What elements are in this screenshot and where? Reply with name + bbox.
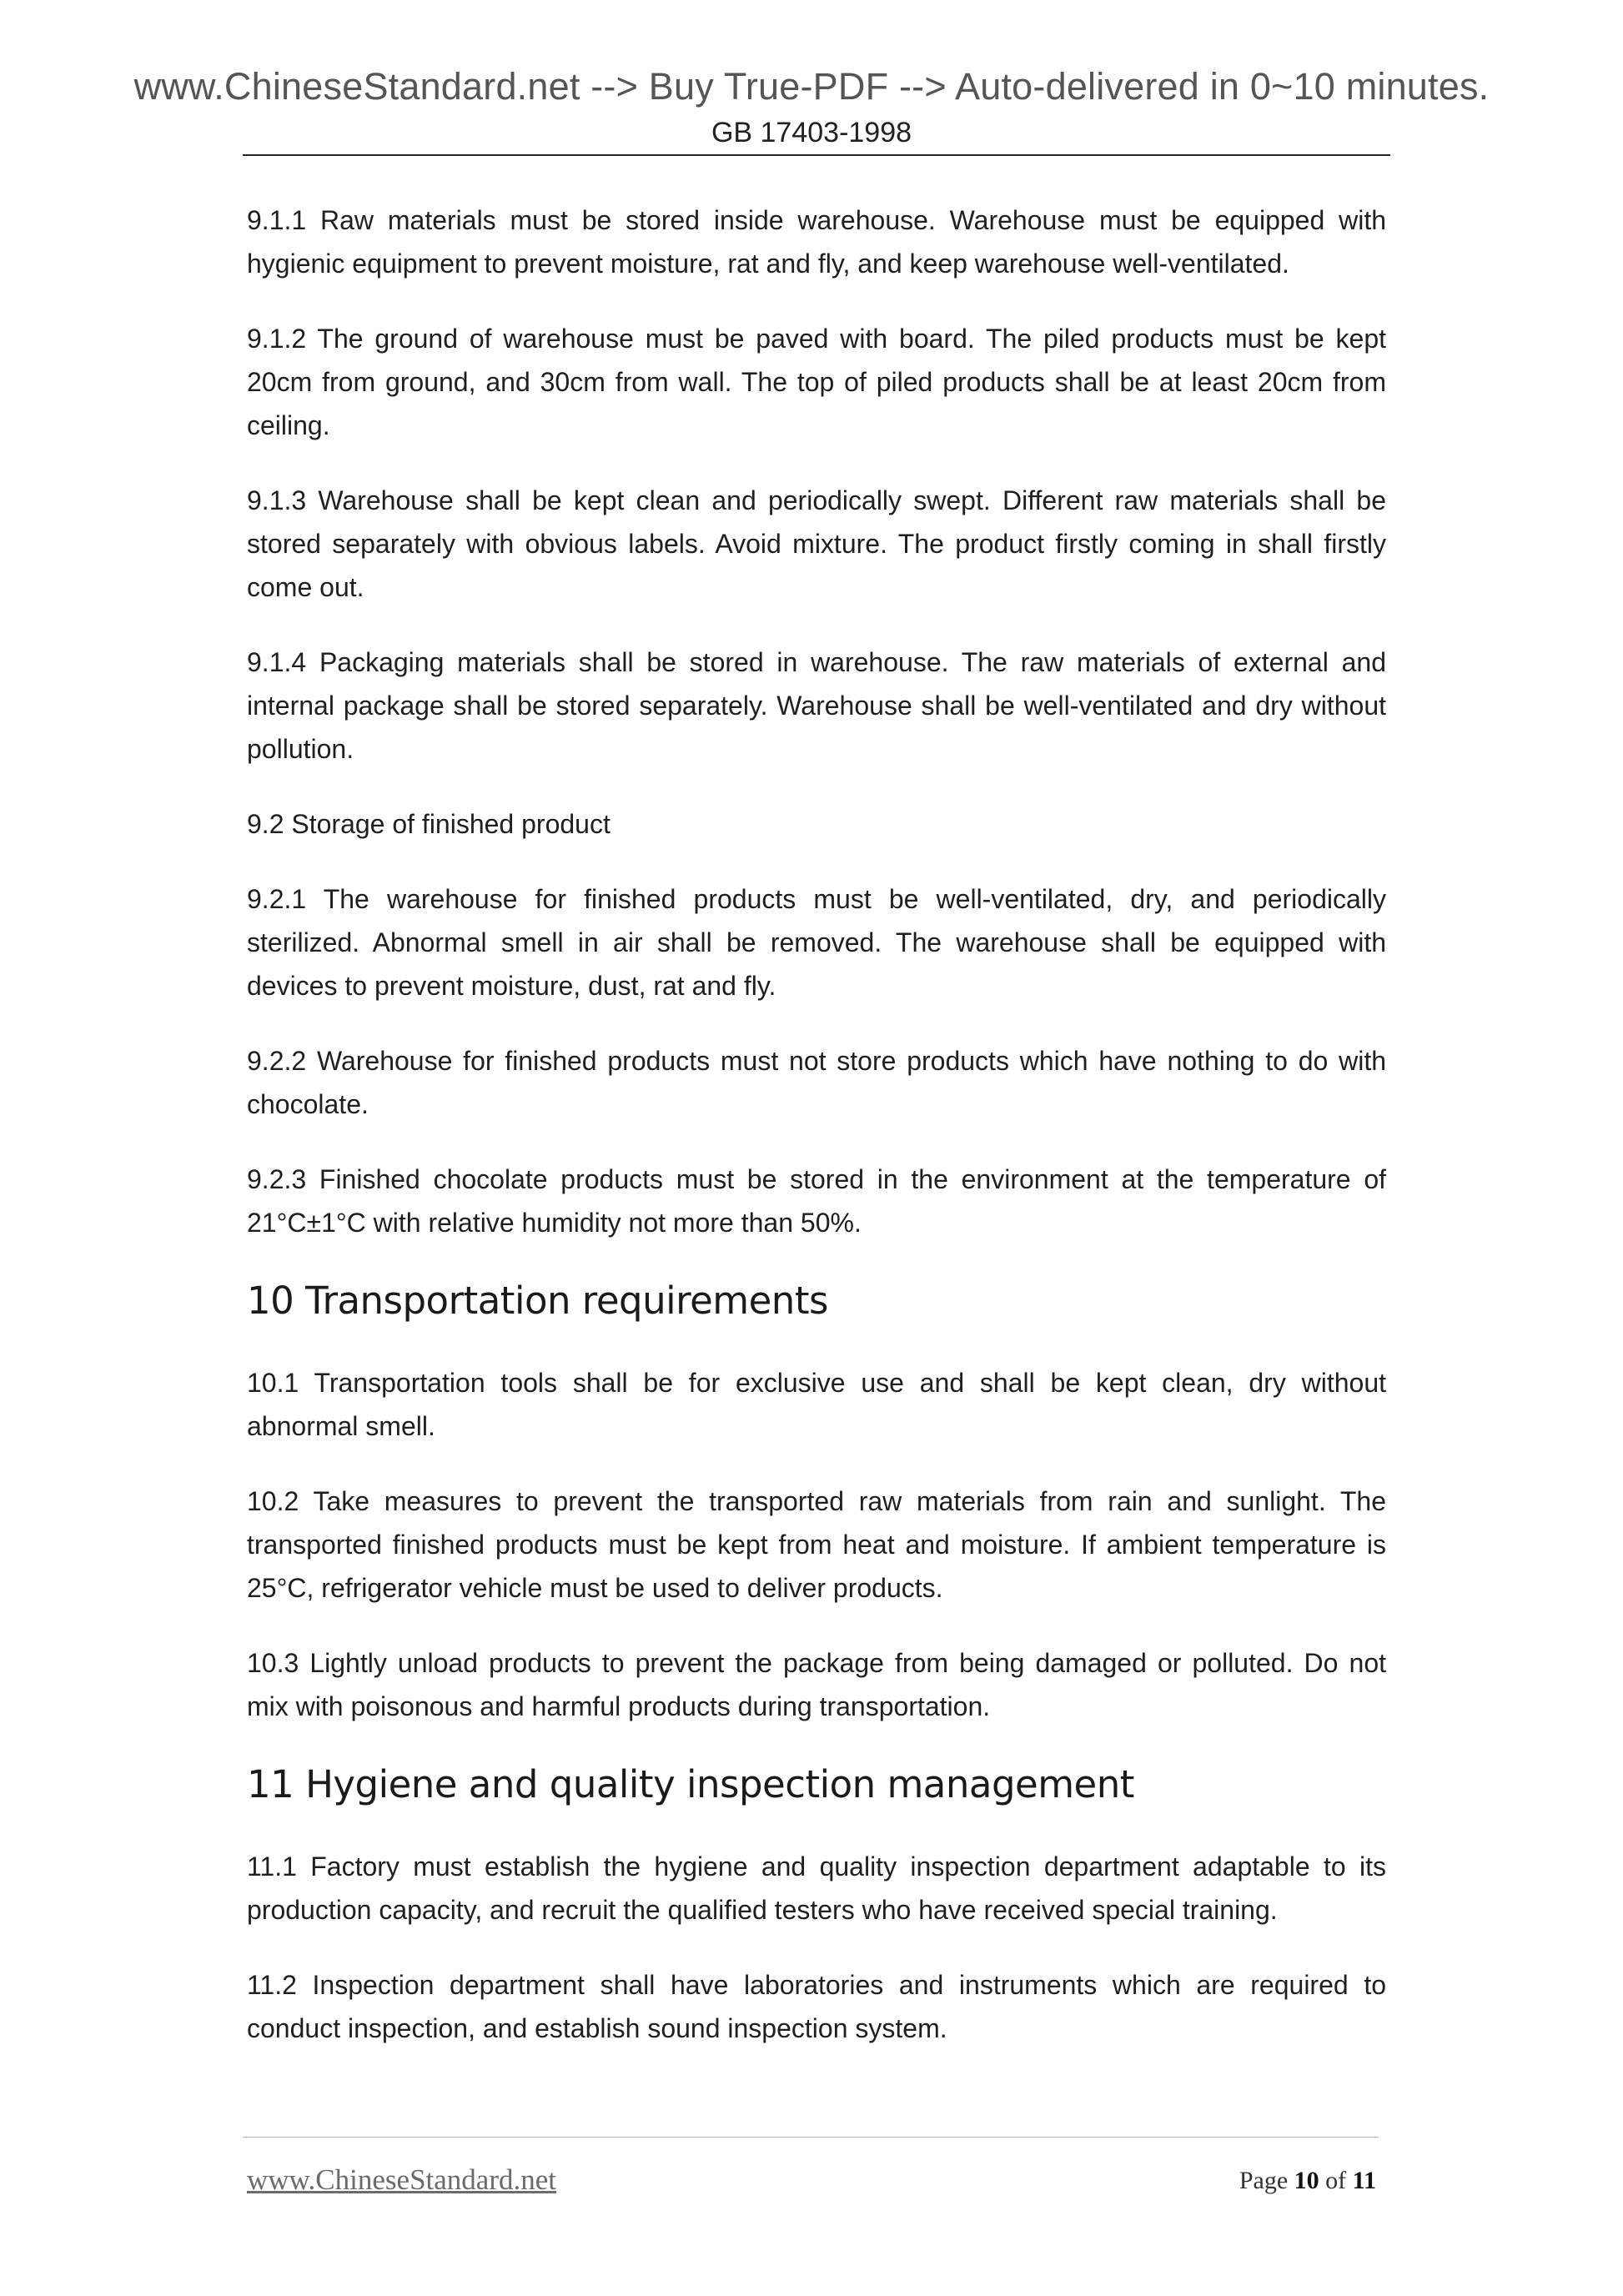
clause-9-2-3: 9.2.3 Finished chocolate products must be stored in the environment at the temperature of 21°C±1°C with relative humidity not more than 50%. [247, 1164, 1386, 1238]
site-banner: www.ChineseStandard.net --> Buy True-PDF --> Auto-delivered in 0~10 minutes. [133, 65, 1490, 108]
clause-9-2-1: 9.2.1 The warehouse for finished products must be well-ventilated, dry, and periodically sterilized. Abnormal smell in air shall be removed. The warehouse shall be equipped with devices to prevent moisture, dust, rat and fly. [247, 884, 1386, 1001]
clause-9-1-2: 9.1.2 The ground of warehouse must be paved with board. The piled products must be kept 20cm from ground, and 30cm from wall. The top of piled products shall be at least 20cm from ceiling. [247, 324, 1386, 440]
clause-9-2-heading: 9.2 Storage of finished product [247, 809, 611, 839]
page-of: of [1325, 2167, 1347, 2194]
clause-9-1-4: 9.1.4 Packaging materials shall be stored in warehouse. The raw materials of external and internal package shall be stored separately. Warehouse shall be well-ventilated and dry without pollution. [247, 647, 1386, 764]
page-word: Page [1239, 2167, 1289, 2194]
header-divider [243, 154, 1390, 156]
clause-11-2: 11.2 Inspection department shall have laboratories and instruments which are required to conduct inspection, and establish sound inspection system. [247, 1970, 1386, 2043]
clause-9-1-3: 9.1.3 Warehouse shall be kept clean and periodically swept. Different raw materials shall be stored separately with obvious labels. Avoid mixture. The product firstly coming in shall firstly come out. [247, 485, 1386, 602]
clause-11-1: 11.1 Factory must establish the hygiene and quality inspection department adaptable to its production capacity, and recruit the qualified testers who have received special training. [247, 1851, 1386, 1925]
footer-site-link[interactable]: www.ChineseStandard.net [247, 2163, 556, 2196]
section-11-title: 11 Hygiene and quality inspection management [247, 1762, 1134, 1806]
document-code: GB 17403-1998 [711, 117, 912, 148]
footer-divider [243, 2137, 1379, 2138]
section-10-title: 10 Transportation requirements [247, 1279, 828, 1323]
document-body [247, 198, 1386, 2082]
page-total: 11 [1352, 2167, 1376, 2194]
page-number [1239, 2167, 1376, 2195]
clause-9-2-2: 9.2.2 Warehouse for finished products must not store products which have nothing to do with chocolate. [247, 1046, 1386, 1119]
page-current: 10 [1294, 2167, 1319, 2194]
clause-10-3: 10.3 Lightly unload products to prevent the package from being damaged or polluted. Do not mix with poisonous and harmful products during transportation. [247, 1648, 1386, 1721]
clause-9-1-1: 9.1.1 Raw materials must be stored inside warehouse. Warehouse must be equipped with hygienic equipment to prevent moisture, rat and fly, and keep warehouse well-ventilated. [247, 205, 1386, 279]
clause-10-1: 10.1 Transportation tools shall be for exclusive use and shall be kept clean, dry without abnormal smell. [247, 1368, 1386, 1441]
clause-10-2: 10.2 Take measures to prevent the transported raw materials from rain and sunlight. The transported finished products must be kept from heat and moisture. If ambient temperature is 25°C, refrigerator vehicle must be used to deliver products. [247, 1486, 1386, 1603]
